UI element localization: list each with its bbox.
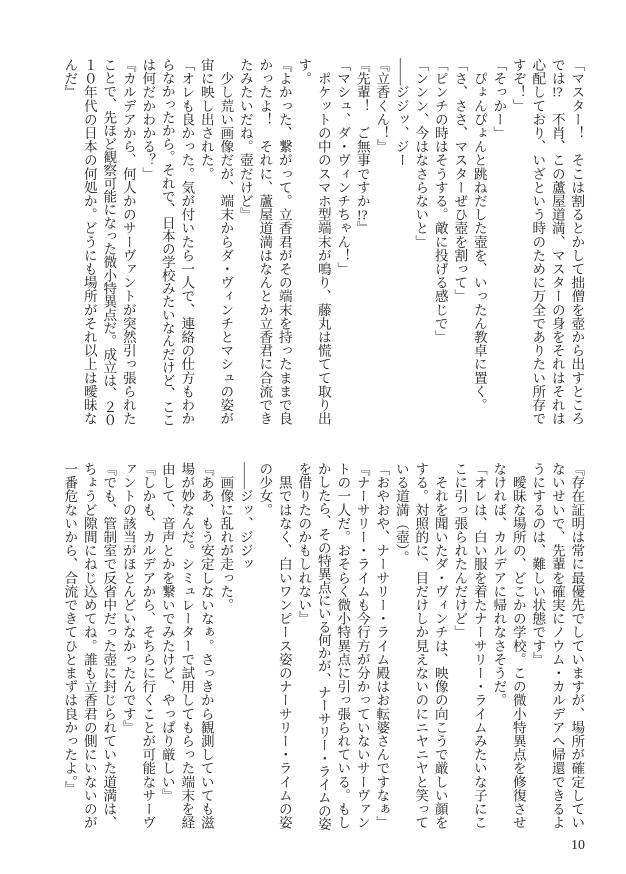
text-column: 場が妙なんだ。シミュレーターで試用してもらった端末を経 [179,462,195,830]
text-column: 「おやおや、ナーサリー・ライム殿はお転婆さんですなぁ」 [374,462,390,830]
text-column: ポケットの中のスマホ型端末が鳴り、藤丸は慌てて取り出 [315,58,331,426]
text-column: 心配しており、いざという時のために万全でありたい所存で [530,58,546,426]
text-column: 「マスター！ そこは割るとかして拙僧を壺から出すところ [569,58,585,426]
text-column: それを聞いたダ・ヴィンチは、映像の向こうで厳しい顔を [432,462,448,830]
text-column: 「マシュ、ダ・ヴィンチちゃん！」 [335,58,351,276]
text-column: 「そっかー」 [491,58,507,140]
text-column: らなかったから。それで、日本の学校みたいなんだけど、ここ [159,58,175,427]
text-column: たみたいだね。壺だけど』 [237,58,253,222]
text-column: １０年代の日本の何処か。どうにも場所がそれ以上は曖昧な [81,58,97,426]
text-column: 「オレは、白い服を着たナーサリー・ライムみたいな子にこ [471,462,487,830]
text-column: かしたら、その特異点にいる何かが、ナーサリー・ライムの姿 [315,462,331,831]
text-column: 一番危ないから、合流できてひとまずは良かったよ。』 [62,462,78,796]
text-column: 「ピンチの時はそうする。敵に投げる感じで」 [432,58,448,344]
text-column: かったよ！ それに、蘆屋道満はなんとか立香君に合流でき [257,58,273,426]
text-column: ――ジジッ、ジー [393,58,409,167]
text-column: する。対照的に、目だけしか見えないのにニヤニヤと笑って [413,462,429,830]
text-column: 『ああ、もう安定しないなぁ。さっきから観測していても滋 [198,462,214,830]
text-column: 「さ、ささ、マスターぜひ壺を割って」 [452,58,468,303]
text-column: を借りたのかもしれない』 [296,462,312,626]
text-column: 画像に乱れが走った。 [218,462,234,612]
text-column: では!? 不肖、この蘆屋道満、マスターの身をそれはそれは [549,58,565,426]
text-column: いる道満（壺）。 [393,462,409,564]
text-column: す。 [296,58,312,86]
lower-text-block [60,462,587,831]
text-column: 『立香くん！』 [374,58,390,154]
text-column: すぞ！」 [510,58,526,113]
page-number: 10 [571,838,585,853]
text-column: ァントの該当がほとんどいなかったんです』 [120,462,136,734]
text-column: は何だかわかる？」 [140,58,156,181]
text-column: んだ』 [62,58,78,99]
text-column: 『存在証明は常に最優先でしていますが、場所が確定してい [569,462,585,830]
tate-chu-yoko: !? [356,207,368,222]
text-column: ないせいで、先輩を確実にノウム・カルデアへ帰還できるよ [549,462,565,830]
text-column: ――ジッ、ジジッ [237,462,253,571]
text-column: 「ンンン、今はなさらないと」 [413,58,429,249]
text-column: の少女。 [257,462,273,517]
text-column: なければ、カルデアに帰れなさそうだ。 [491,462,507,707]
upper-text-block [60,58,587,427]
text-column: トの一人だ。おそらく微小特異点に引っ張られている。もし [335,462,351,830]
text-column: 「オレも良かった。気が付いたら一人で、連絡の仕方もわか [179,58,195,426]
text-column: 『しかも、カルデアから、そちらに行くことが可能なサーヴ [140,462,156,830]
text-column: 『先輩！ ご無事ですか!?』 [354,58,370,235]
text-column: 少し荒い画像だが、端末からダ・ヴィンチとマシュの姿が [218,58,234,426]
text-column: 宙に映し出された。 [198,58,214,181]
text-column: ぴょんぴょんと跳ねだした壺を、いったん教卓に置く。 [471,58,487,412]
text-column: 『よかった、繋がって。立香君がその端末を持ったままで良 [276,58,292,426]
text-column: 『でも、管制室で反省中だった壺に封じられていた道満は、 [101,462,117,830]
text-column: ことで、先ほど観察可能になった微小特異点だ。成立は、２０ [101,58,117,427]
text-column: 『ナーサリー・ライムも今行方が分かっていないサーヴァン [354,462,370,830]
tate-chu-yoko: !? [551,85,563,99]
text-column: 由して、音声とかを繋いでみたけど、やっぱり厳しい』 [159,462,175,802]
text-column: 『カルデアから、何人かのサーヴァントが突然引っ張られた [120,58,136,426]
text-column: 黒ではなく、白いワンピース姿のナーサリー・ライムの姿 [276,462,292,830]
text-column: 曖昧な場所の、どこかの学校。この微小特異点を修復させ [510,462,526,830]
text-column: ちょうど隙間にねじ込めてね。誰も立香君の側にいないのが [81,462,97,830]
text-column: うにするのは、難しい状態です』 [530,462,546,666]
text-column: こに引っ張られたんだけど」 [452,462,468,639]
